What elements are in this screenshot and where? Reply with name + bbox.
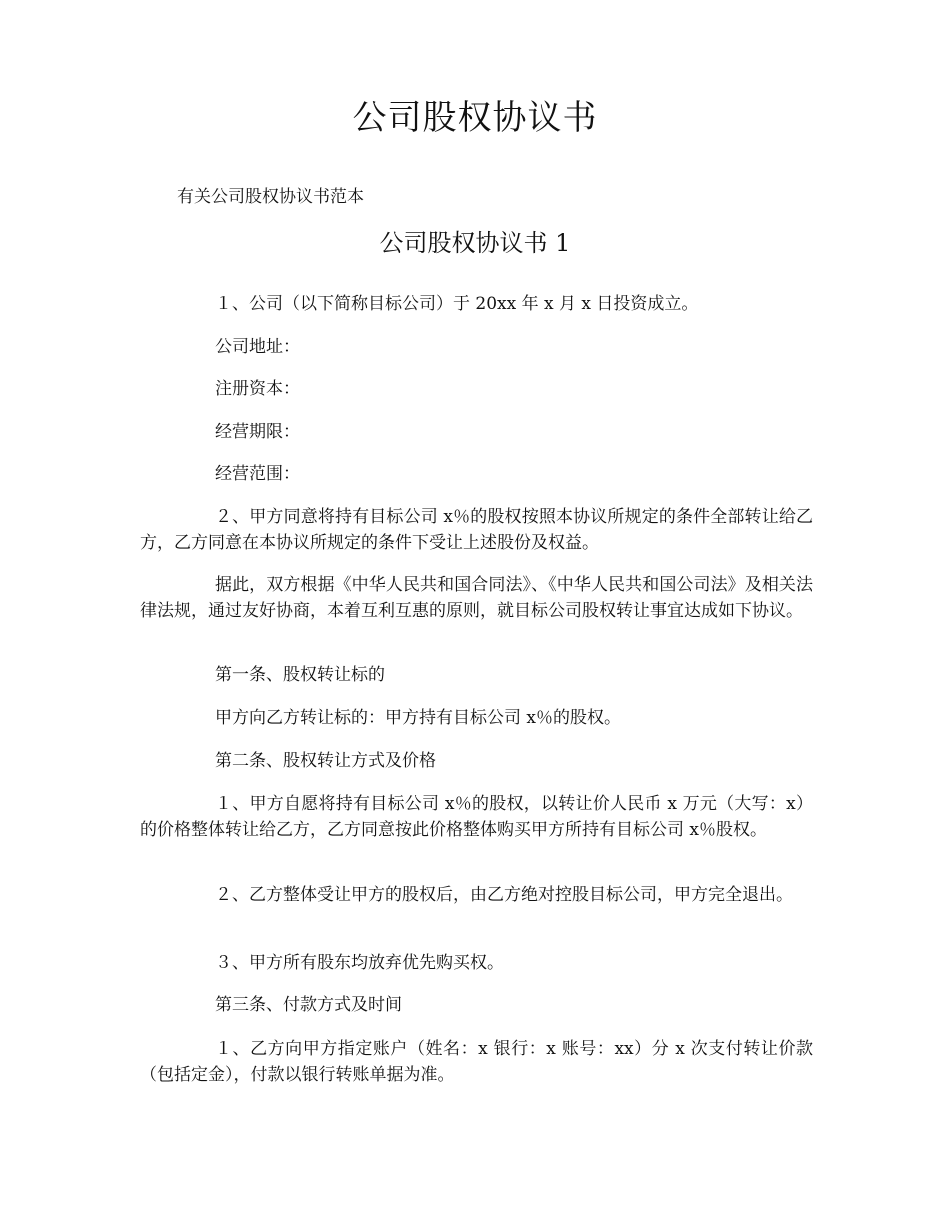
paragraph-payment-method: １、乙方向甲方指定账户（姓名：x 银行：x 账号：xx）分 x 次支付转让价款（包括定金），付款以银行转账单据为准。 (140, 1039, 813, 1085)
paragraph-legal-basis: 据此，双方根据《中华人民共和国合同法》、《中华人民共和国公司法》及相关法律法规，通过友好协商，本着互利互惠的原则，就目标公司股权转让事宜达成如下协议。 (140, 575, 813, 621)
article-three-heading: 第三条、付款方式及时间 (215, 995, 402, 1015)
paragraph-business-scope: 经营范围： (215, 464, 300, 484)
document-subtitle: 有关公司股权协议书范本 (177, 187, 364, 207)
paragraph-company-address: 公司地址： (215, 337, 300, 357)
paragraph-company-established: １、公司（以下简称目标公司）于 20xx 年 x 月 x 日投资成立。 (215, 294, 699, 314)
paragraph-transfer-price: １、甲方自愿将持有目标公司 x％的股权，以转让价人民币 x 万元（大写：x）的价格整体转让给乙方，乙方同意按此价格整体购买甲方所持有目标公司 x％股权。 (140, 794, 813, 840)
paragraph-full-control: ２、乙方整体受让甲方的股权后，由乙方绝对控股目标公司，甲方完全退出。 (215, 885, 793, 905)
paragraph-business-term: 经营期限： (215, 422, 300, 442)
paragraph-waive-preemption: ３、甲方所有股东均放弃优先购买权。 (215, 953, 504, 973)
paragraph-registered-capital: 注册资本： (215, 379, 300, 399)
paragraph-transfer-subject: 甲方向乙方转让标的：甲方持有目标公司 x％的股权。 (215, 708, 621, 728)
document-title: 公司股权协议书 (352, 98, 598, 138)
article-two-heading: 第二条、股权转让方式及价格 (215, 751, 436, 771)
agreement-heading: 公司股权协议书 1 (379, 229, 571, 257)
article-one-heading: 第一条、股权转让标的 (215, 665, 385, 685)
paragraph-transfer-consent: ２、甲方同意将持有目标公司 x％的股权按照本协议所规定的条件全部转让给乙方，乙方同意在本协议所规定的条件下受让上述股份及权益。 (140, 507, 813, 553)
